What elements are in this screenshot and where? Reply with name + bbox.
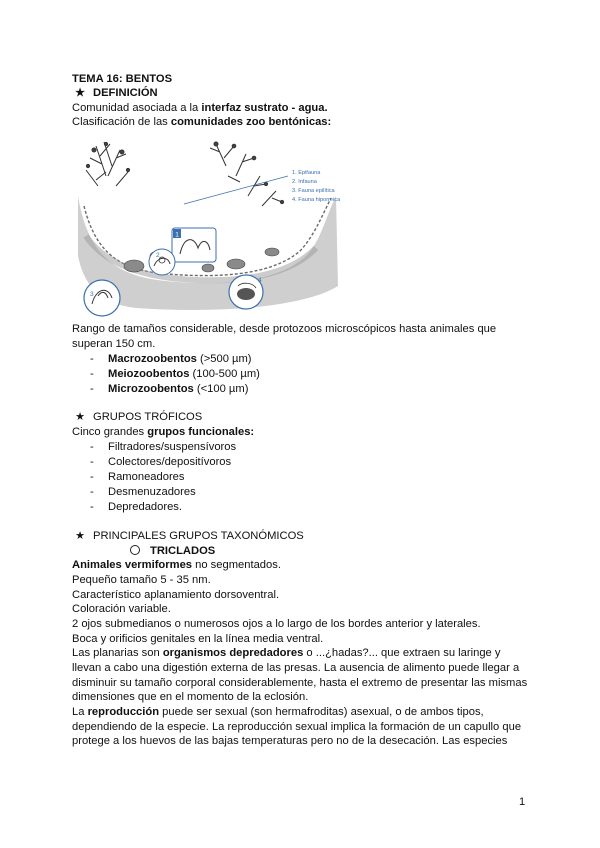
- star-bullet-icon: ★: [75, 87, 85, 99]
- left-vegetation-icon: [86, 142, 130, 186]
- paragraph-line: Característico aplanamiento dorsoventral.: [72, 589, 280, 601]
- list-item: - Microzoobentos (<100 µm): [90, 383, 249, 395]
- section-heading-grupos-troficos: ★ GRUPOS TRÓFICOS: [72, 410, 202, 425]
- svg-text:4. Fauna hiporreica: 4. Fauna hiporreica: [292, 197, 341, 203]
- section-heading-definicion: ★ DEFINICIÓN: [72, 86, 158, 101]
- paragraph-line: Coloración variable.: [72, 603, 171, 615]
- paragraph-line: Pequeño tamaño 5 - 35 nm.: [72, 574, 211, 586]
- inset-2: [149, 249, 175, 275]
- circle-bullet-icon: [130, 545, 140, 555]
- paragraph-line: La reproducción puede ser sexual (son hermafroditas) asexual, o de ambos tipos,: [72, 706, 484, 718]
- size-range-line-2: superan 150 cm.: [72, 338, 156, 350]
- trophic-intro: Cinco grandes grupos funcionales:: [72, 426, 255, 438]
- page-number: 1: [519, 796, 526, 808]
- list-item: - Desmenuzadores: [90, 486, 196, 498]
- list-item: - Ramoneadores: [90, 471, 185, 483]
- list-item: - Depredadores.: [90, 501, 183, 513]
- paragraph-line: protege a los huevos de las bajas temperaturas pero no de la desecación. Las especies: [72, 735, 508, 747]
- right-vegetation-icon: [210, 142, 284, 206]
- paragraph-line: dimensiones que en el momento de la eclosión.: [72, 691, 309, 703]
- svg-text:4: 4: [258, 277, 262, 284]
- paragraph-line: llevan a cabo una digestión externa de las presas. La ausencia de alimento puede llegar a: [72, 662, 520, 674]
- list-item: - Macrozoobentos (>500 µm): [90, 353, 252, 365]
- paragraph-line: 2 ojos submedianos o numerosos ojos a lo largo de los bordes anterior y laterales.: [72, 618, 481, 630]
- doc-title: TEMA 16: BENTOS: [72, 73, 173, 85]
- paragraph-line: Las planarias son organismos depredadores o ...¿hadas?... que extraen su laringe y: [72, 647, 501, 659]
- paragraph-line: dependiendo de la especie. La reproducción sexual implica la formación de un capullo que: [72, 721, 522, 733]
- svg-text:1. Epifauna: 1. Epifauna: [292, 170, 321, 176]
- inset-1: [172, 228, 216, 262]
- inset-3: [84, 280, 120, 316]
- paragraph-line: Animales vermiformes no segmentados.: [72, 559, 281, 571]
- svg-text:1: 1: [175, 231, 179, 239]
- classification-line: Clasificación de las comunidades zoo bentónicas:: [72, 116, 332, 128]
- benthic-zones-figure: [76, 136, 358, 320]
- list-item: - Colectores/depositívoros: [90, 456, 232, 468]
- paragraph-line: disminuir su tamaño corporal considerablemente, hasta el extremo de presentar las mismas: [72, 677, 528, 689]
- section-heading-grupos-taxonomicos: ★ PRINCIPALES GRUPOS TAXONÓMICOS: [72, 529, 304, 544]
- list-item: - Meiozoobentos (100-500 µm): [90, 368, 260, 380]
- paragraph-line: Boca y orificios genitales en la línea media ventral.: [72, 633, 324, 645]
- svg-text:3: 3: [90, 291, 94, 298]
- list-item: - Filtradores/suspensívoros: [90, 441, 237, 453]
- star-bullet-icon: ★: [75, 530, 85, 542]
- svg-text:2. Infauna: 2. Infauna: [292, 179, 317, 185]
- definition-line: Comunidad asociada a la interfaz sustrato - agua.: [72, 102, 328, 114]
- size-range-line-1: Rango de tamaños considerable, desde protozoos microscópicos hasta animales que: [72, 323, 497, 335]
- svg-text:2: 2: [156, 252, 160, 259]
- inset-4: [229, 275, 263, 309]
- subheading-triclados: TRICLADOS: [130, 544, 215, 559]
- figure-legend: [292, 170, 341, 203]
- svg-text:3. Fauna epilítica: 3. Fauna epilítica: [292, 188, 335, 194]
- star-bullet-icon: ★: [75, 411, 85, 423]
